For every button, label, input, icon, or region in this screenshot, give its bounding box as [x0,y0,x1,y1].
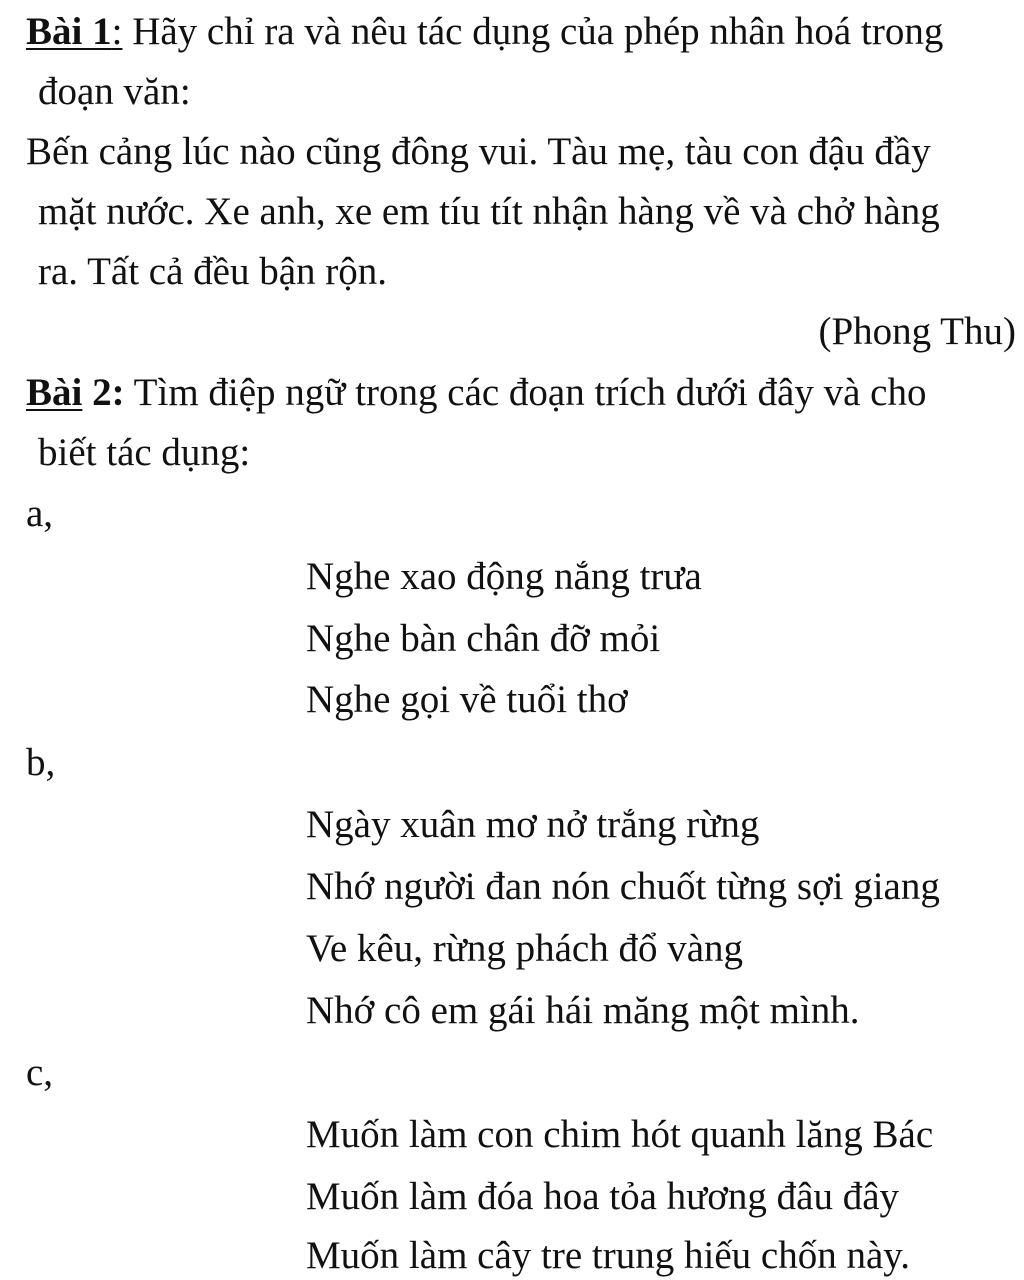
poem-b-line-1: Ngày xuân mơ nở trắng rừng [306,803,760,846]
passage-author: (Phong Thu) [818,310,1016,353]
item-b-marker: b, [26,741,56,784]
poem-b-line-4: Nhớ cô em gái hái măng một mình. [306,989,860,1032]
passage-line-1: Bến cảng lúc nào cũng đông vui. Tàu mẹ, tàu con đậu đầy [26,130,931,173]
passage-line-3: ra. Tất cả đều bận rộn. [38,250,388,293]
exercise-2-heading [26,373,927,412]
poem-c-line-1: Muốn làm con chim hót quanh lăng Bác [306,1113,934,1156]
exercise-1-heading [26,12,943,51]
exercise-2-prompt-continued: biết tác dụng: [38,431,251,474]
exercise-1-prompt-continued: đoạn văn: [38,70,191,113]
exercise-1-label: Bài 1 [26,10,112,53]
exercise-2-prompt: Tìm điệp ngữ trong các đoạn trích dưới đây và cho [124,371,927,414]
item-a-marker: a, [26,492,54,535]
item-c-marker: c, [26,1051,54,1094]
exercise-2-label: Bài [26,371,83,414]
poem-b-line-2: Nhớ người đan nón chuốt từng sợi giang [306,865,940,908]
poem-c-line-3: Muốn làm cây tre trung hiếu chốn này. [306,1234,910,1277]
poem-b-line-3: Ve kêu, rừng phách đổ vàng [306,927,744,970]
exercise-1-colon: : [111,10,123,53]
poem-a-line-3: Nghe gọi về tuổi thơ [306,678,628,721]
poem-c-line-2: Muốn làm đóa hoa tỏa hương đâu đây [306,1175,900,1218]
passage-line-2: mặt nước. Xe anh, xe em tíu tít nhận hàng về và chở hàng [38,190,940,233]
poem-a-line-2: Nghe bàn chân đỡ mỏi [306,617,661,660]
exercise-2-number: 2: [82,371,125,414]
exercise-1-prompt: Hãy chỉ ra và nêu tác dụng của phép nhân hoá trong [122,10,944,53]
poem-a-line-1: Nghe xao động nắng trưa [306,555,702,598]
